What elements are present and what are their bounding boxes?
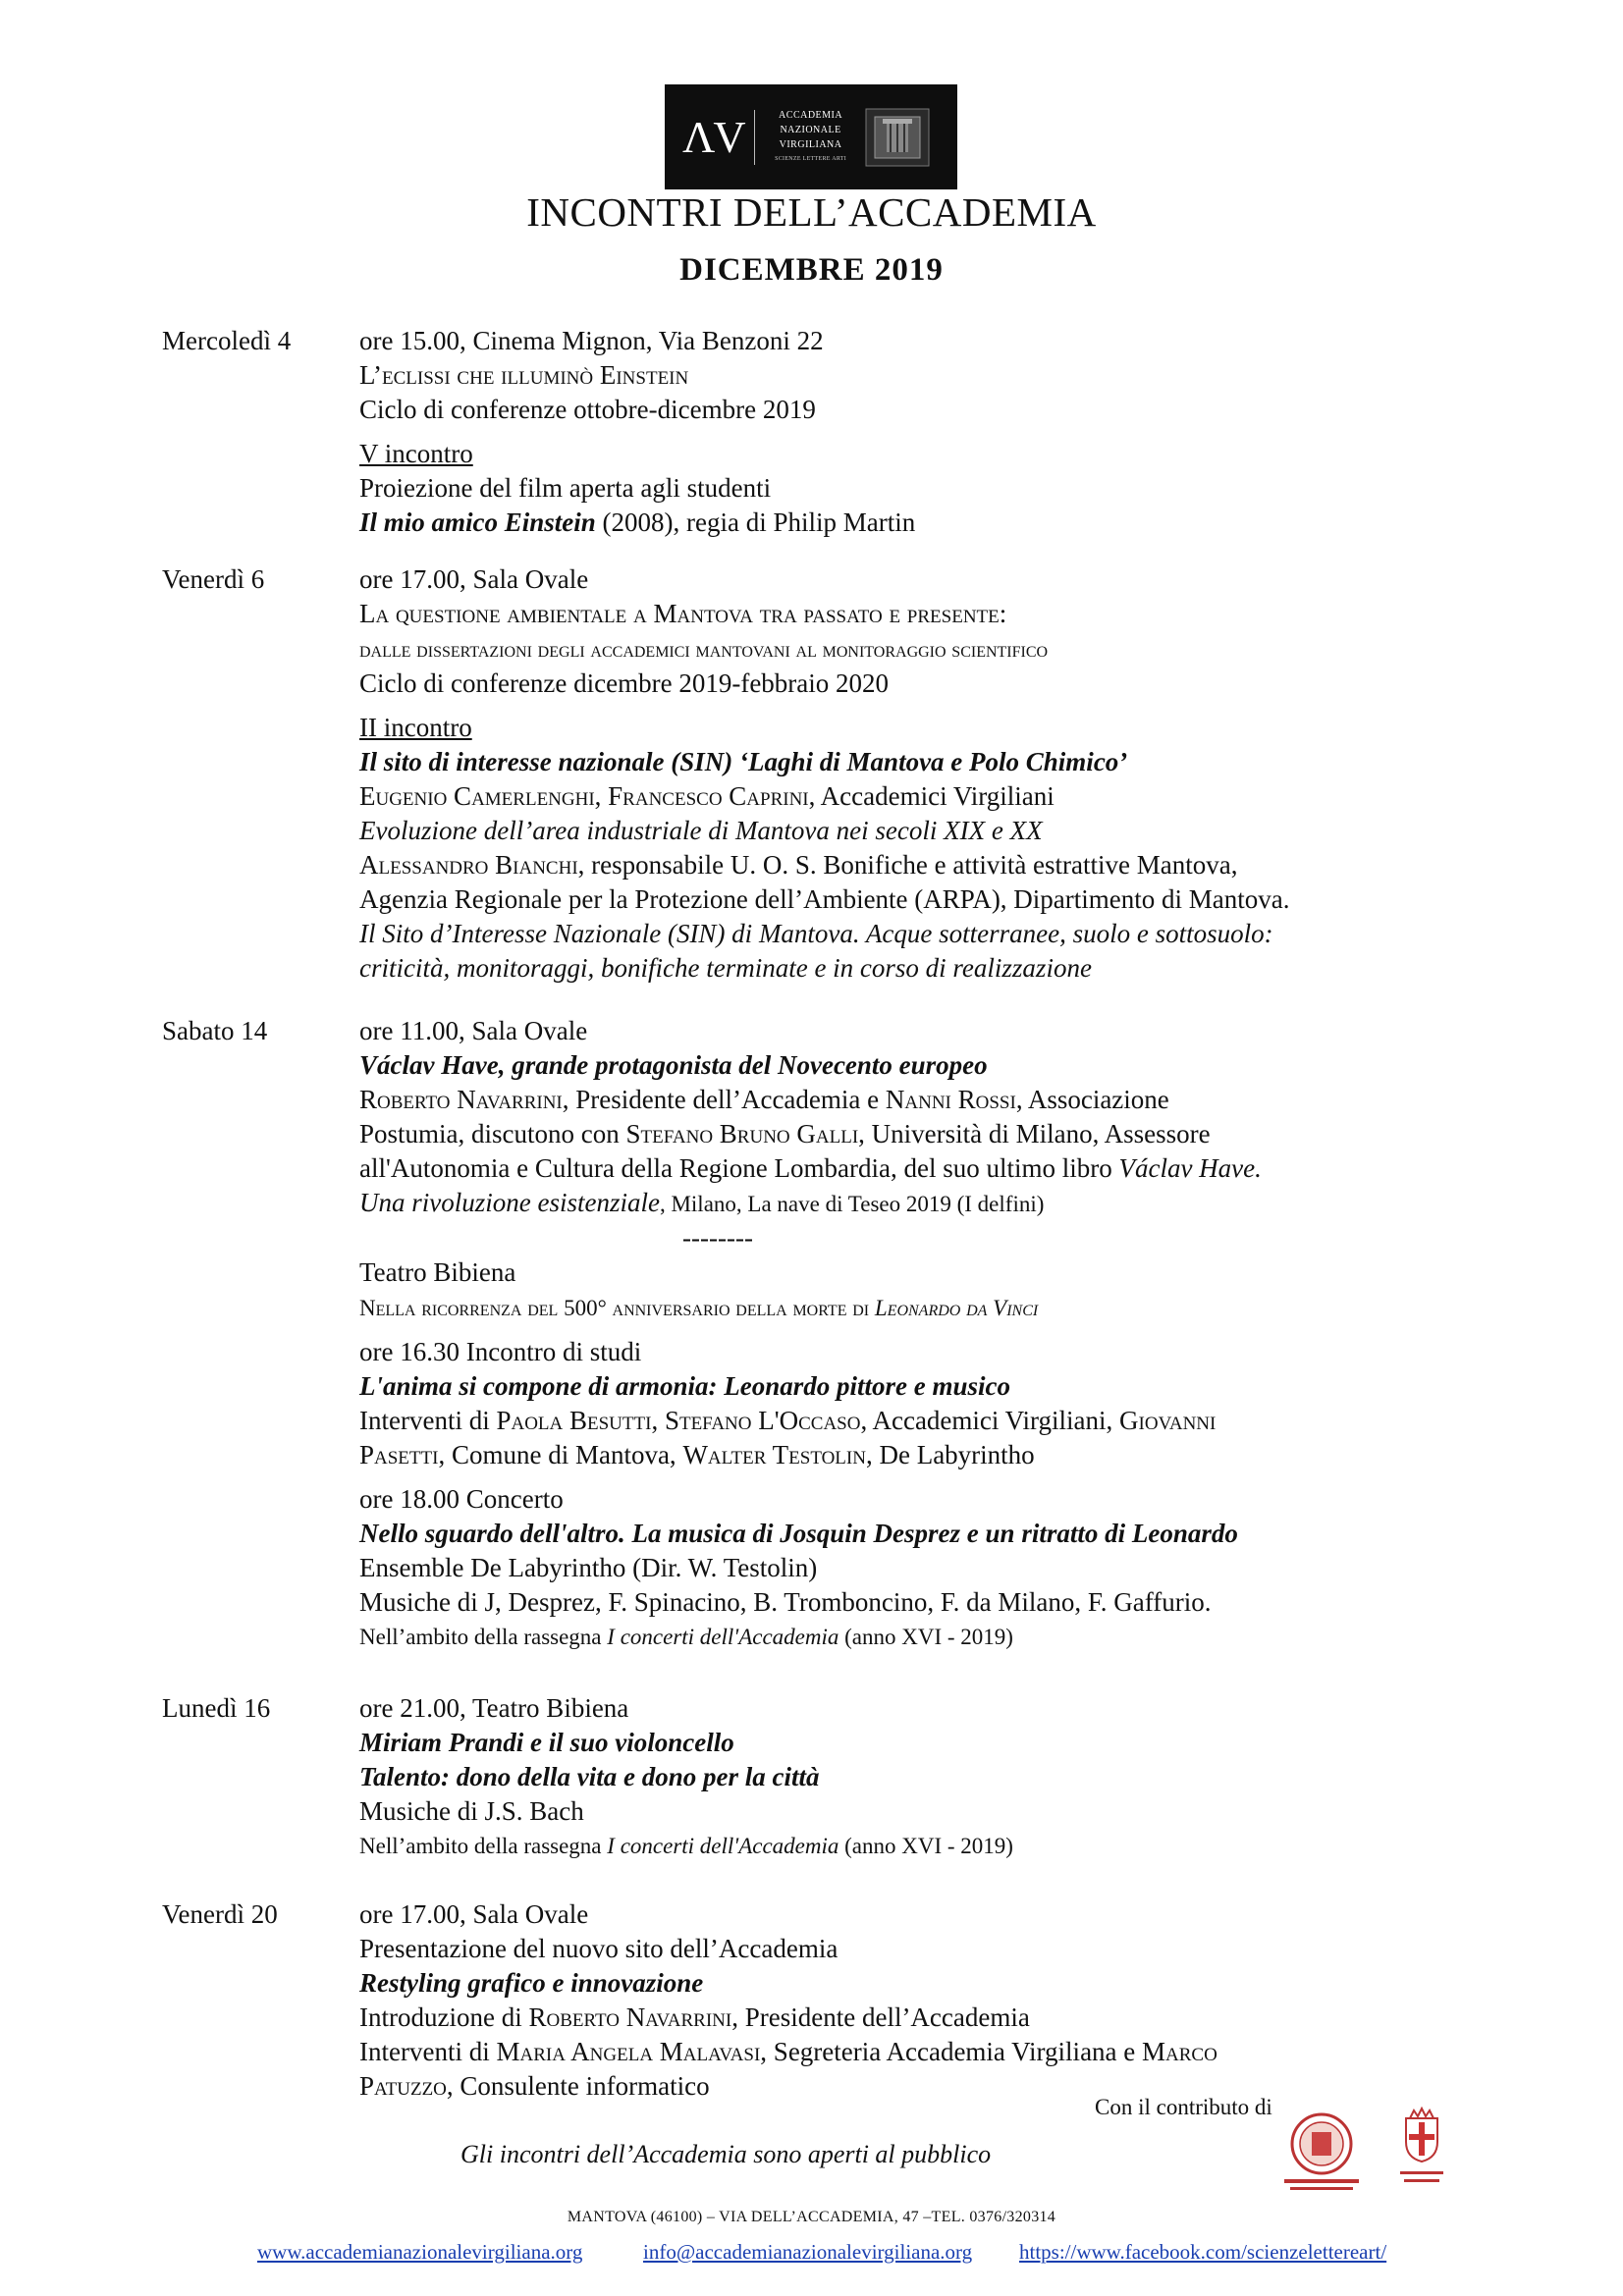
speaker-name: Pasetti (359, 1440, 439, 1469)
event-description: Presentazione del nuovo sito dell’Accademia (359, 1934, 839, 1963)
event-meeting-number: V incontro (359, 439, 473, 468)
logo-tagline: SCIENZE LETTERE ARTI (775, 155, 847, 162)
speaker-name: Patuzzo (359, 2071, 447, 2101)
speaker-name: Stefano L'Occaso (664, 1406, 861, 1435)
talk-title: Václav Have, grande protagonista del Novecento europeo (359, 1050, 988, 1080)
speaker-name: Stefano Bruno Galli (625, 1119, 859, 1148)
event-day: Venerdì 6 (162, 564, 265, 594)
logo-divider (754, 110, 755, 165)
website-link[interactable]: www.accademianazionalevirgiliana.org (257, 2240, 583, 2264)
concert-title: Nello sguardo dell'altro. La musica di Josquin Desprez e un ritratto di Leonardo (359, 1519, 1238, 1548)
event-time-place: ore 11.00, Sala Ovale (359, 1016, 588, 1045)
email-link[interactable]: info@accademianazionalevirgiliana.org (643, 2240, 973, 2264)
speaker-names: Eugenio Camerlenghi, Francesco Caprini (359, 781, 809, 811)
program: Musiche di J.S. Bach (359, 1796, 584, 1826)
book-title: Václav Have. (1118, 1153, 1262, 1183)
occasion-name: Leonardo da Vinci (874, 1296, 1039, 1320)
film-title: Il mio amico Einstein (359, 507, 596, 537)
event-meeting-number: II incontro (359, 713, 472, 742)
speaker-name: Alessandro Bianchi (359, 850, 578, 880)
event-time-place: ore 17.00, Sala Ovale (359, 564, 589, 594)
book-publisher: , Milano, La nave di Teseo 2019 (I delfini) (659, 1192, 1045, 1216)
logo-name-line: VIRGILIANA (779, 138, 842, 150)
speaker-role: , Accademici Virgiliani, (860, 1406, 1120, 1435)
speaker-affiliation: Agenzia Regionale per la Protezione dell’Ambiente (ARPA), Dipartimento di Mantova. (359, 884, 1290, 914)
event-day: Mercoledì 4 (162, 326, 292, 355)
series-name: I concerti dell'Accademia (607, 1834, 839, 1858)
talk-title: Il sito di interesse nazionale (SIN) ‘Laghi di Mantova e Polo Chimico’ (359, 747, 1128, 776)
event-details (359, 562, 1449, 986)
page-subtitle: DICEMBRE 2019 (679, 252, 944, 288)
event-series-title: La questione ambientale a Mantova tra passato e presente: (359, 599, 1007, 628)
event-time-place: ore 21.00, Teatro Bibiena (359, 1693, 629, 1723)
event-day: Lunedì 16 (162, 1693, 271, 1723)
text-fragment: all'Autonomia e Cultura della Regione Lombardia, del suo ultimo libro (359, 1153, 1119, 1183)
speaker-role: , Presidente dell’Accademia (731, 2002, 1030, 2032)
event-series-title: L’eclissi che illuminò Einstein (359, 360, 689, 390)
text-fragment: , (651, 1406, 665, 1435)
speaker-name: Marco (1142, 2037, 1217, 2066)
occasion: Nella ricorrenza del 500° anniversario della morte di (359, 1296, 875, 1320)
page-title: INCONTRI DELL’ACCADEMIA (526, 189, 1097, 235)
text-fragment: Introduzione di (359, 2002, 529, 2032)
address-line: MANTOVA (46100) – VIA DELL’ACCADEMIA, 47 –TEL. 0376/320314 (567, 2209, 1056, 2225)
event-time-place: ore 15.00, Cinema Mignon, Via Benzoni 22 (359, 326, 824, 355)
program: Musiche di J, Desprez, F. Spinacino, B. Tromboncino, F. da Milano, F. Gaffurio. (359, 1587, 1212, 1617)
contribution-label: Con il contributo di (1095, 2095, 1272, 2119)
speaker-name: Maria Angela Malavasi (496, 2037, 761, 2066)
speaker-role: , De Labyrintho (865, 1440, 1035, 1469)
venue: Teatro Bibiena (359, 1257, 516, 1287)
event-time: ore 18.00 Concerto (359, 1484, 564, 1514)
speaker-role: , Comune di Mantova, (438, 1440, 683, 1469)
text-fragment: Nell’ambito della rassegna (359, 1834, 608, 1858)
logo-name-line: NAZIONALE (780, 124, 841, 135)
text-fragment: Postumia, discutono con (359, 1119, 626, 1148)
concert-subtitle: Talento: dono della vita e dono per la città (359, 1762, 820, 1791)
speaker-role: , Università di Milano, Assessore (858, 1119, 1211, 1148)
event-details (359, 1897, 1449, 2104)
text-fragment: Interventi di (359, 2037, 497, 2066)
event-details (359, 324, 1449, 540)
event-details (359, 1691, 1449, 1863)
separator: -------- (682, 1223, 753, 1253)
event-cycle: Ciclo di conferenze dicembre 2019-febbraio 2020 (359, 668, 890, 698)
talk-subtitle: Evoluzione dell’area industriale di Mantova nei secoli XIX e XX (359, 816, 1043, 845)
speaker-role: , Segreteria Accademia Virgiliana e (760, 2037, 1143, 2066)
event-time-place: ore 17.00, Sala Ovale (359, 1899, 589, 1929)
talk-subtitle-cont: criticità, monitoraggi, bonifiche terminate e in corso di realizzazione (359, 953, 1092, 983)
academy-logo (665, 84, 957, 189)
text-fragment: (anno XVI - 2019) (839, 1834, 1013, 1858)
speaker-role: , Consulente informatico (446, 2071, 710, 2101)
text-fragment: Nell’ambito della rassegna (359, 1625, 608, 1649)
speaker-name: Walter Testolin (682, 1440, 866, 1469)
talk-title: Restyling grafico e innovazione (359, 1968, 704, 1998)
logo-name-line: ACCADEMIA (779, 109, 843, 121)
event-cycle: Ciclo di conferenze ottobre-dicembre 2019 (359, 395, 816, 424)
logo-mark: ΛV (682, 112, 744, 162)
public-access-note: Gli incontri dell’Accademia sono aperti al pubblico (460, 2140, 992, 2168)
concert-title: Miriam Prandi e il suo violoncello (359, 1728, 734, 1757)
speaker-name: Paola Besutti (496, 1406, 652, 1435)
foundation-emblem-icon (1276, 2105, 1367, 2195)
speaker-role: , Presidente dell’Accademia e (562, 1085, 886, 1114)
speaker-name: Roberto Navarrini (359, 1085, 563, 1114)
speaker-role: , Accademici Virgiliani (808, 781, 1055, 811)
facebook-link[interactable]: https://www.facebook.com/scienzelettereart/ (1019, 2240, 1387, 2264)
speaker-name: Nanni Rossi (885, 1085, 1016, 1114)
film-info: (2008), regia di Philip Martin (595, 507, 916, 537)
event-day: Sabato 14 (162, 1016, 268, 1045)
text-fragment: Interventi di (359, 1406, 497, 1435)
text-fragment: (anno XVI - 2019) (839, 1625, 1013, 1649)
event-description: Proiezione del film aperta agli studenti (359, 473, 772, 503)
event-day: Venerdì 20 (162, 1899, 278, 1929)
talk-title: L'anima si compone di armonia: Leonardo pittore e musico (359, 1371, 1011, 1401)
book-title: Una rivoluzione esistenziale (359, 1188, 660, 1217)
logo-name (767, 108, 855, 167)
series-name: I concerti dell'Accademia (607, 1625, 839, 1649)
academy-seal-icon (863, 103, 932, 172)
event-details (359, 1014, 1449, 1654)
talk-subtitle: Il Sito d’Interesse Nazionale (SIN) di Mantova. Acque sotterranee, suolo e sottosuolo: (359, 919, 1273, 948)
speaker-role: , Associazione (1015, 1085, 1169, 1114)
event-time: ore 16.30 Incontro di studi (359, 1337, 642, 1366)
ensemble: Ensemble De Labyrintho (Dir. W. Testolin) (359, 1553, 818, 1582)
speaker-name: Giovanni (1119, 1406, 1217, 1435)
speaker-role: , responsabile U. O. S. Bonifiche e attività estrattive Mantova, (577, 850, 1238, 880)
speaker-name: Roberto Navarrini (528, 2002, 732, 2032)
city-crest-icon (1392, 2105, 1451, 2193)
event-series-subtitle: dalle dissertazioni degli accademici mantovani al monitoraggio scientifico (359, 637, 1049, 662)
